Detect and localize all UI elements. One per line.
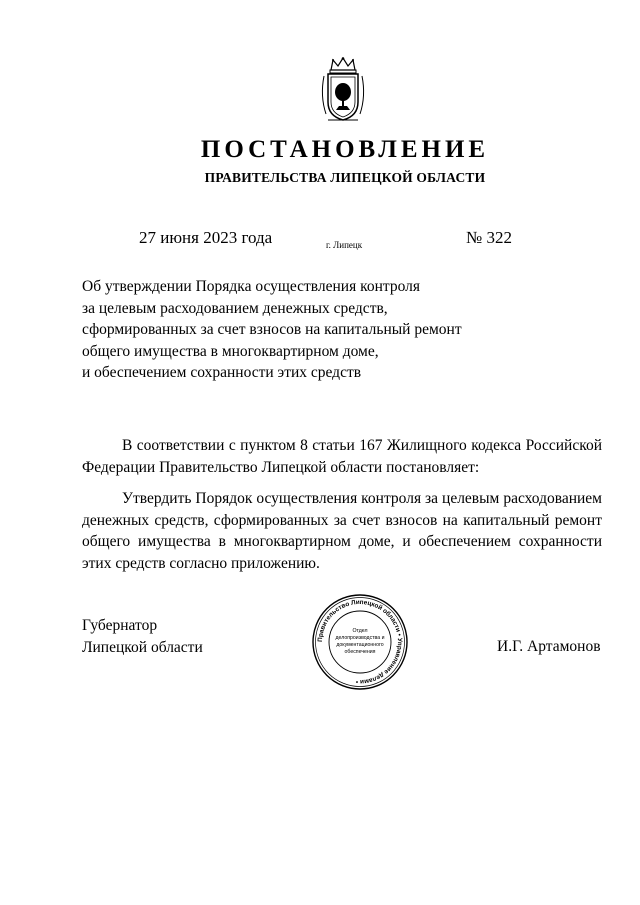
body-paragraph: В соответствии с пунктом 8 статьи 167 Жилищного кодекса Российской Федерации Правительство Липецкой области постановляет:: [82, 437, 602, 476]
subject-line: сформированных за счет взносов на капитальный ремонт: [82, 321, 462, 338]
body-paragraph: Утвердить Порядок осуществления контроля за целевым расходованием денежных средств, сформированных за счет взносов на капитальный ремонт общего имущества в многоквартирном доме, и обеспечением сохранности этих средств согласно приложению.: [82, 490, 602, 572]
signatory-role-line: Липецкой области: [82, 638, 203, 656]
signatory-role-line: Губернатор: [82, 617, 158, 634]
official-stamp: [310, 592, 410, 692]
document-date: 27 июня 2023 года: [139, 228, 273, 247]
signatory-role: [82, 615, 203, 658]
signatory-name: И.Г. Артамонов: [497, 638, 601, 655]
document-number: № 322: [466, 228, 512, 247]
stamp-inner-line: документационного: [336, 642, 384, 648]
document-subject: [82, 276, 502, 384]
subject-line: общего имущества в многоквартирном доме,: [82, 342, 379, 360]
coat-of-arms-icon: [318, 56, 368, 124]
stamp-outer-text: Правительство Липецкой области • Управление делами •: [316, 598, 404, 686]
document-issuer: ПРАВИТЕЛЬСТВА ЛИПЕЦКОЙ ОБЛАСТИ: [204, 170, 486, 185]
document-title: ПОСТАНОВЛЕНИЕ: [200, 136, 490, 163]
stamp-inner-line: делопроизводства и: [335, 635, 385, 641]
document-body: [82, 435, 602, 584]
stamp-inner-line: Отдел: [352, 628, 368, 634]
subject-line: за целевым расходованием денежных средств,: [82, 299, 388, 317]
document-city: г. Липецк: [326, 240, 363, 250]
stamp-inner-line: обеспечения: [344, 649, 376, 655]
subject-line: Об утверждении Порядка осуществления контроля: [82, 278, 420, 295]
subject-line: и обеспечением сохранности этих средств: [82, 364, 362, 381]
